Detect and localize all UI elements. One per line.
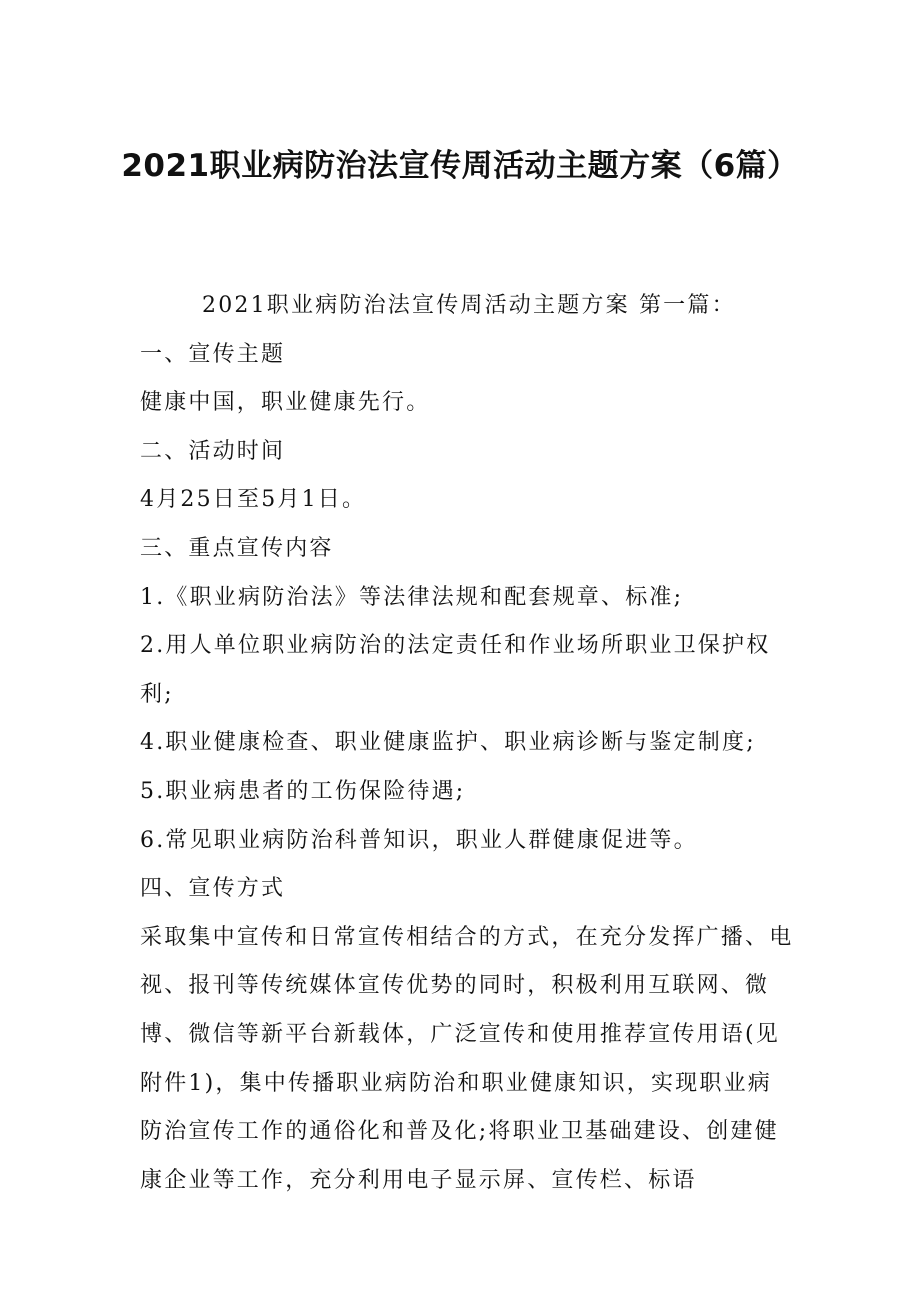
document-title: 2021职业病防治法宣传周活动主题方案（6篇） — [121, 148, 799, 184]
paragraph-time: 4月25日至5月1日。 — [140, 487, 367, 513]
list-item-4: 4.职业健康检查、职业健康监护、职业病诊断与鉴定制度; — [140, 730, 756, 756]
list-item-2: 2.用人单位职业病防治的法定责任和作业场所职业卫保护权利; — [140, 633, 771, 707]
list-item-5: 5.职业病患者的工伤保险待遇; — [140, 778, 466, 804]
heading-content: 三、重点宣传内容 — [140, 535, 334, 561]
document-body — [140, 282, 795, 1205]
list-item-6: 6.常见职业病防治科普知识，职业人群健康促进等。 — [140, 827, 698, 853]
section-intro: 2021职业病防治法宣传周活动主题方案 第一篇： — [202, 293, 736, 318]
heading-theme: 一、宣传主题 — [140, 341, 286, 367]
heading-method: 四、宣传方式 — [140, 876, 286, 902]
paragraph-method: 采取集中宣传和日常宣传相结合的方式，在充分发挥广播、电视、报刊等传统媒体宣传优势的同时，积极利用互联网、微博、微信等新平台新载体，广泛宣传和使用推荐宣传用语(见附件1)，集中传播职业病防治和职业健康知识，实现职业病防治宣传工作的通俗化和普及化;将职业卫基础建设、创建健康企业等工作，充分利用电子显示屏、宣传栏、标语 — [140, 924, 794, 1193]
paragraph-theme: 健康中国，职业健康先行。 — [140, 390, 431, 416]
list-item-1: 1.《职业病防治法》等法律法规和配套规章、标准; — [140, 584, 684, 610]
heading-time: 二、活动时间 — [140, 438, 286, 464]
